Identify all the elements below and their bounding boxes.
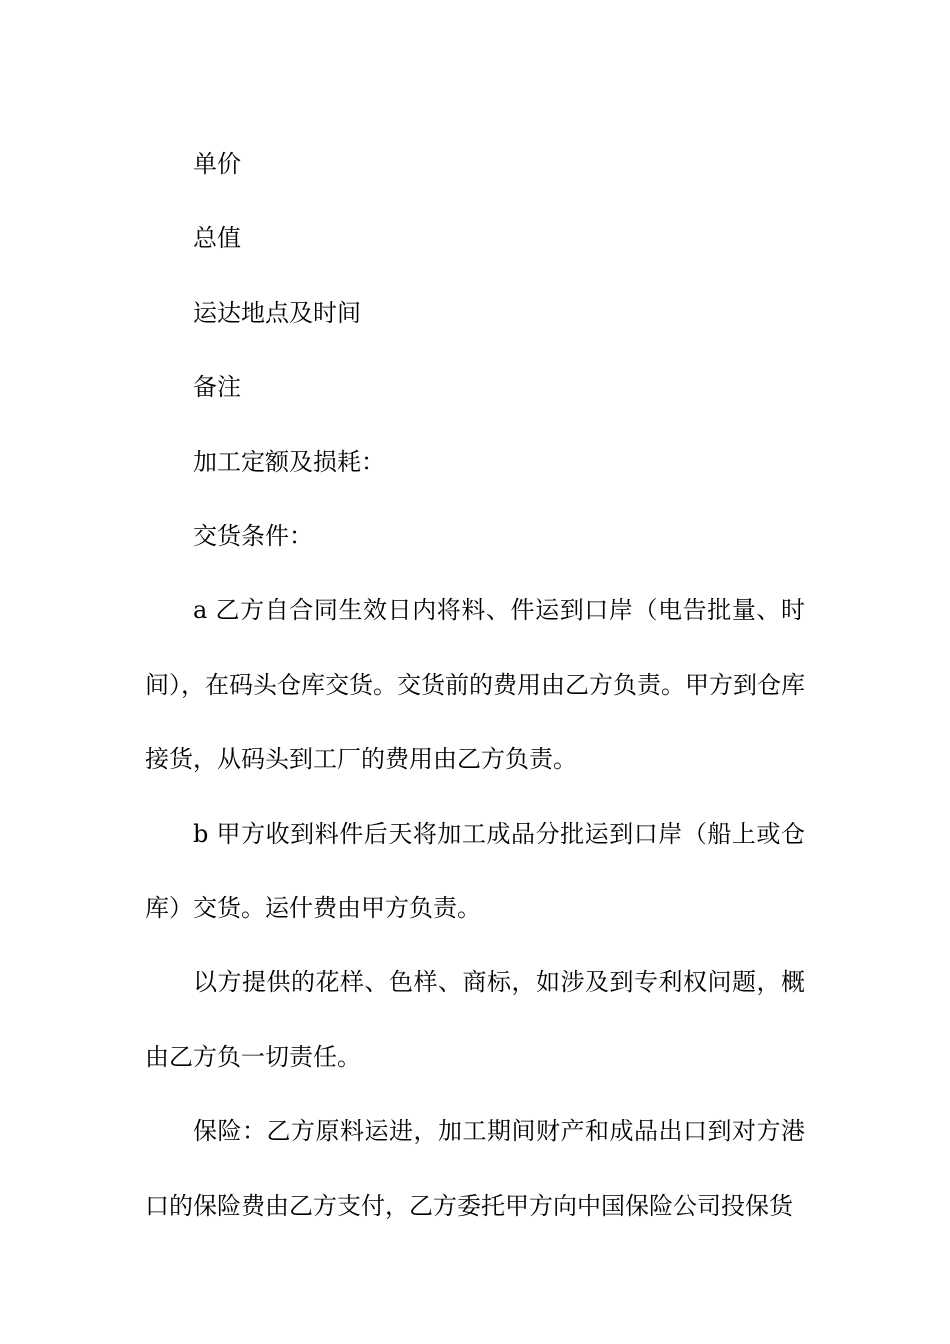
- delivery-clause-b: b 甲方收到料件后天将加工成品分批运到口岸（船上或仓库）交货。运什费由甲方负责。: [145, 819, 805, 923]
- patent-clause: 以方提供的花样、色样、商标，如涉及到专利权问题，概由乙方负一切责任。: [145, 968, 805, 1071]
- item-total-value: 总值: [193, 224, 241, 253]
- item-processing-quota: 加工定额及损耗：: [193, 447, 385, 476]
- item-unit-price: 单价: [193, 150, 241, 178]
- insurance-clause: 保险：乙方原料运进，加工期间财产和成品出口到对方港口的保险费由乙方支付，乙方委托甲方向中国保险公司投保货: [145, 1117, 805, 1220]
- item-delivery-terms: 交货条件：: [193, 522, 313, 551]
- item-delivery-place-time: 运达地点及时间: [193, 298, 361, 327]
- item-remarks: 备注: [193, 373, 241, 402]
- document-body: [145, 127, 805, 1243]
- delivery-clause-a: a 乙方自合同生效日内将料、件运到口岸（电告批量、时间），在码头仓库交货。交货前的费用由乙方负责。甲方到仓库接货，从码头到工厂的费用由乙方负责。: [145, 596, 805, 774]
